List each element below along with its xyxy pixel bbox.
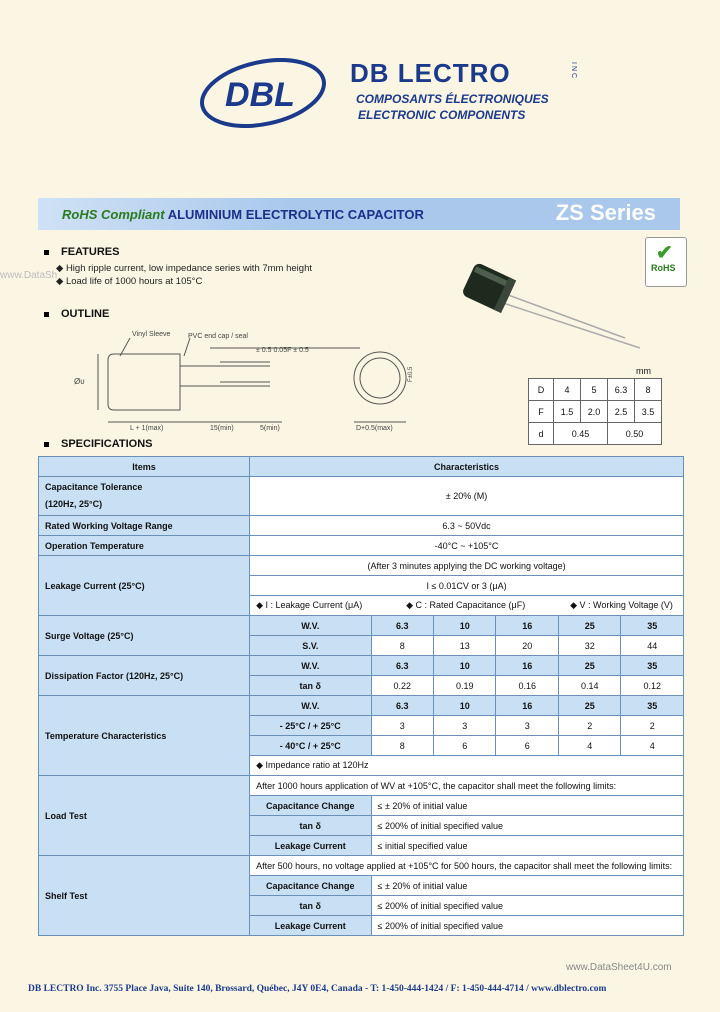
title-left: [62, 207, 424, 222]
table-row: Rated Working Voltage Range 6.3 ~ 50Vdc: [39, 516, 684, 536]
col-items: Items: [39, 457, 250, 477]
table-row: Shelf Test After 500 hours, no voltage applied at +105°C for 500 hours, the capacitor shall meet the following limits:: [39, 856, 684, 876]
brand-sub-en: ELECTRONIC COMPONENTS: [358, 108, 526, 122]
table-row: Operation Temperature -40°C ~ +105°C: [39, 536, 684, 556]
lmax-label: L + 1(max): [130, 425, 164, 432]
lead-label: ± 0.5 0.05F ± 0.5: [256, 347, 309, 354]
table-row: I ≤ 0.01CV or 3 (μA): [39, 576, 684, 596]
dmax-label: D+0.5(max): [356, 425, 393, 432]
feature-item: ◆ High ripple current, low impedance series with 7mm height: [56, 263, 312, 274]
feature-item: ◆ Load life of 1000 hours at 105°C: [56, 276, 203, 287]
table-row: tan δ 0.22 0.19 0.16 0.14 0.12: [39, 676, 684, 696]
features-heading: FEATURES: [44, 246, 119, 258]
brand-block: [350, 58, 577, 123]
table-row: Leakage Current (25°C) (After 3 minutes applying the DC working voltage): [39, 556, 684, 576]
table-row: Surge Voltage (25°C) W.V. 6.3 10 16 25 35: [39, 616, 684, 636]
specifications-table: [38, 456, 684, 936]
dbl-logo: [198, 58, 328, 128]
product-title: ALUMINIUM ELECTROLYTIC CAPACITOR: [167, 207, 424, 222]
check-icon: ✔: [656, 242, 673, 264]
rohs-badge: [645, 237, 687, 287]
table-row: ◆ I : Leakage Current (μA) ◆ C : Rated Capacitance (μF) ◆ V : Working Voltage (V): [39, 596, 684, 616]
table-row: d 0.45 0.50: [529, 423, 662, 445]
dimension-table: [528, 378, 662, 445]
table-row: [39, 457, 684, 477]
table-row: - 25°C / + 25°C 3 3 3 2 2: [39, 716, 684, 736]
table-row: Capacitance Tolerance (120Hz, 25°C) ± 20% (M): [39, 477, 684, 516]
table-row: F 1.5 2.0 2.5 3.5: [529, 401, 662, 423]
col-characteristics: Characteristics: [250, 457, 684, 477]
outline-drawing: [60, 326, 420, 432]
table-row: Temperature Characteristics W.V. 6.3 10 16 25 35: [39, 696, 684, 716]
rohs-compliant: RoHS Compliant: [62, 207, 165, 222]
table-row: Dissipation Factor (120Hz, 25°C) W.V. 6.3 10 16 25 35: [39, 656, 684, 676]
footer-address: DB LECTRO Inc. 3755 Place Java, Suite 140, Brossard, Québec, J4Y 0E4, Canada - T: 1-450-444-1424 / F: 1-450-444-4714 / www.dblectro.com: [28, 984, 607, 994]
d-label: Øυ: [74, 377, 85, 386]
cap-tol-item: Capacitance Tolerance (120Hz, 25°C): [39, 477, 250, 516]
min15-label: 15(min): [210, 425, 234, 432]
min5-label: 5(min): [260, 425, 280, 432]
title-bar: [38, 198, 680, 230]
outline-heading: OUTLINE: [44, 308, 109, 320]
brand-sub-fr: COMPOSANTS ÉLECTRONIQUES: [356, 92, 549, 106]
table-row: ◆ Impedance ratio at 120Hz: [39, 756, 684, 776]
unit-label: mm: [636, 366, 651, 376]
capacitor-photo: [455, 262, 645, 352]
logo-text: DBL: [225, 76, 295, 114]
pvc-label: PVC end cap / seal: [188, 333, 248, 340]
series-name: ZS Series: [555, 200, 656, 225]
features-list: [56, 262, 312, 288]
specifications-heading: SPECIFICATIONS: [44, 438, 152, 450]
table-row: Capacitance Change ≤ ± 20% of initial value: [39, 876, 684, 896]
table-row: tan δ ≤ 200% of initial specified value: [39, 816, 684, 836]
brand-name: DB LECTRO: [350, 58, 511, 88]
table-row: D 4 5 6.3 8: [529, 379, 662, 401]
vinyl-label: Vinyl Sleeve: [132, 331, 171, 338]
table-row: Leakage Current ≤ 200% of initial specified value: [39, 916, 684, 936]
watermark-left: www.DataSh: [0, 270, 58, 281]
watermark: www.DataSheet4U.com: [566, 962, 672, 973]
brand-inc: INC: [570, 62, 577, 81]
table-row: Load Test After 1000 hours application of WV at +105°C, the capacitor shall meet the following limits:: [39, 776, 684, 796]
table-row: Leakage Current ≤ initial specified value: [39, 836, 684, 856]
table-row: tan δ ≤ 200% of initial specified value: [39, 896, 684, 916]
table-row: - 40°C / + 25°C 8 6 6 4 4: [39, 736, 684, 756]
table-row: S.V. 8 13 20 32 44: [39, 636, 684, 656]
table-row: Capacitance Change ≤ ± 20% of initial value: [39, 796, 684, 816]
rohs-badge-label: RoHS: [651, 263, 676, 273]
f-label: F±0.5: [408, 366, 414, 382]
